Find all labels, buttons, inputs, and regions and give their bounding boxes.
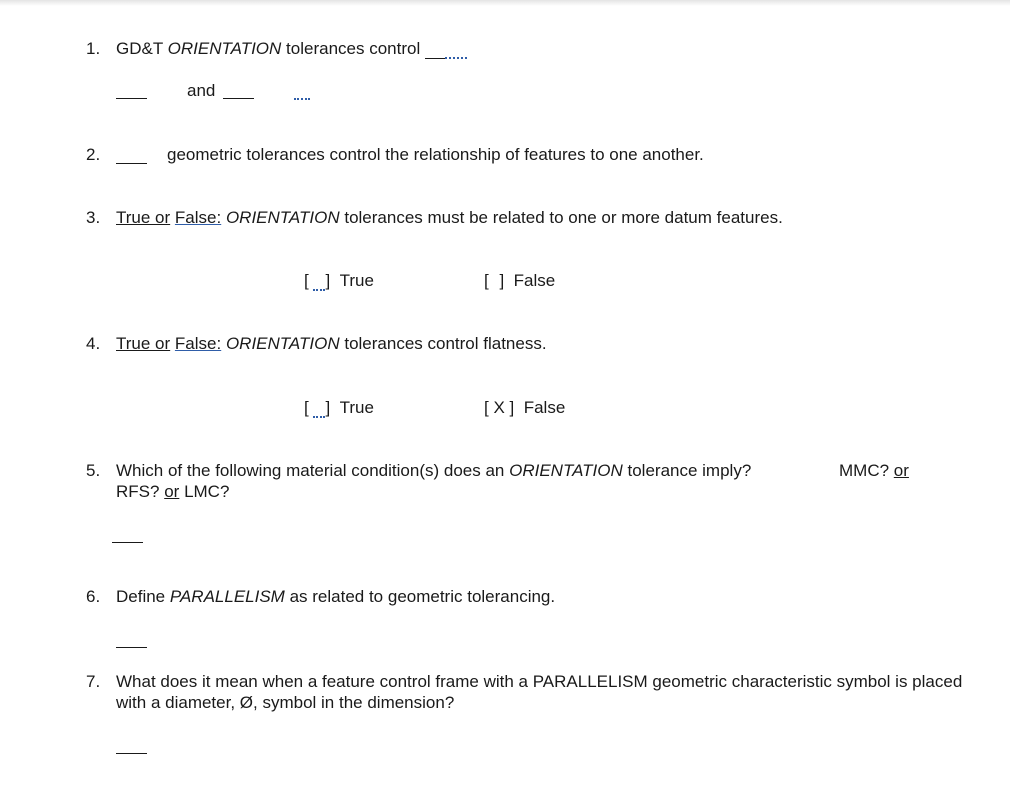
q1-and: and (187, 81, 216, 100)
q3-italic: ORIENTATION (225, 208, 340, 227)
q5-mmc: MMC? (839, 461, 890, 480)
q3-true-checkbox[interactable] (313, 275, 325, 291)
q1-blank-2[interactable] (116, 81, 147, 99)
q5-or-1: or (893, 461, 909, 480)
q1-blank-3-mark (294, 82, 310, 100)
q5-answer-blank[interactable] (112, 525, 143, 543)
q3-false-label: False (513, 271, 556, 290)
q6-prefix: Define (116, 587, 166, 606)
q2-blank[interactable] (116, 146, 147, 164)
q7-text: What does it mean when a feature control frame with a PARALLELISM geometric characteristic symbol is placed with a diameter, Ø, symbol in the dimension? (116, 672, 963, 712)
q4-true-or: True or (116, 334, 171, 353)
q1-suffix: tolerances control (286, 39, 421, 58)
q2-text: geometric tolerances control the relationship of features to one another. (167, 145, 704, 164)
q3-true-or: True or (116, 208, 171, 227)
q5-rfs: RFS? (116, 482, 160, 501)
q6-text (116, 586, 555, 607)
q1-italic: ORIENTATION (167, 39, 282, 58)
q4-false-checkbox[interactable]: X (493, 398, 505, 417)
q4-true-checkbox[interactable] (313, 402, 325, 418)
q6-number: 6. (86, 587, 101, 606)
q5-italic: ORIENTATION (509, 461, 623, 480)
q4-italic: ORIENTATION (225, 334, 340, 353)
q4-false: False (174, 334, 217, 353)
q1-text (116, 38, 467, 59)
q5-options-line1 (839, 460, 909, 481)
q3-true-label: True (339, 271, 374, 290)
q4-number: 4. (86, 334, 101, 353)
q5-options-line2 (116, 481, 229, 502)
q3-text (116, 207, 783, 228)
q4-text (116, 333, 547, 354)
q5-or-2: or (164, 482, 180, 501)
q6-italic: PARALLELISM (169, 587, 285, 606)
q1-blank-3[interactable] (223, 81, 254, 99)
q6-suffix: as related to geometric tolerancing. (289, 587, 556, 606)
q3-suffix: tolerances must be related to one or more datum features. (344, 208, 783, 227)
q3-colon: : (216, 208, 222, 227)
q4-colon: : (216, 334, 222, 353)
q1-blank-1-mark (445, 41, 467, 59)
q3-number: 3. (86, 208, 101, 227)
q5-prefix: Which of the following material condition(s) does an (116, 461, 505, 480)
q7-number: 7. (86, 672, 101, 691)
q4-true-label: True (339, 398, 374, 417)
q1-number: 1. (86, 39, 101, 58)
q1-blank-1[interactable] (425, 41, 445, 59)
q1-prefix: GD&T (116, 39, 163, 58)
q3-option-false[interactable]: [ ] False (484, 271, 556, 290)
q5-suffix: tolerance imply? (627, 461, 752, 480)
q4-option-false[interactable]: [ X ] False (484, 398, 566, 417)
q5-lmc: LMC? (184, 482, 230, 501)
q5-text (116, 460, 751, 481)
page-top-shadow (0, 0, 1010, 6)
q5-number: 5. (86, 461, 101, 480)
q6-answer-blank[interactable] (116, 630, 147, 648)
q7-answer-blank[interactable] (116, 736, 147, 754)
q4-option-true[interactable]: [ ] True (304, 398, 374, 417)
q4-false-label: False (523, 398, 566, 417)
q3-option-true[interactable]: [ ] True (304, 271, 374, 290)
q2-number: 2. (86, 145, 101, 164)
q4-suffix: tolerances control flatness. (344, 334, 547, 353)
q3-false: False (174, 208, 217, 227)
